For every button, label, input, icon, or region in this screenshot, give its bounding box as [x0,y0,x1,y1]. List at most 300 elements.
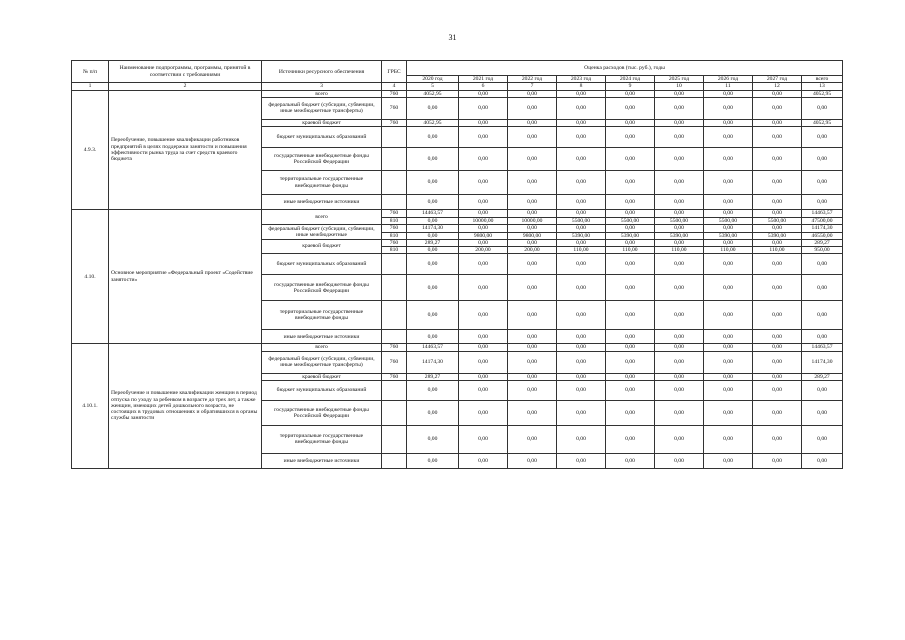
total-value: 0,00 [802,425,843,453]
year-value: 0,00 [459,90,508,97]
year-value: 0,00 [606,373,655,380]
total-value: 0,00 [802,254,843,275]
grbs-code [382,275,407,301]
total-value: 14174,30 [802,225,843,232]
grbs-code: 760 [382,90,407,97]
year-value: 0,00 [557,425,606,453]
year-value: 0,00 [508,239,557,246]
year-value: 0,00 [753,400,802,425]
year-value: 5390,00 [704,232,753,239]
year-value: 0,00 [508,380,557,400]
total-value: 47500,00 [802,218,843,225]
year-value: 0,00 [655,275,704,301]
index-cell: 11 [704,83,753,90]
total-value: 289,27 [802,239,843,246]
year-value: 0,00 [459,425,508,453]
total-value: 0,00 [802,330,843,344]
year-value: 0,00 [753,301,802,330]
year-header: 2025 год [655,76,704,83]
col-name-header: Наименование подпрограммы, программы, принятой в соответствии с требованиями [109,61,262,83]
year-value: 0,00 [606,380,655,400]
year-value: 0,00 [407,127,459,148]
year-value: 0,00 [606,90,655,97]
year-value: 5500,00 [557,218,606,225]
year-value: 0,00 [753,195,802,210]
source-label: территориальные государственные внебюджетные фонды [262,425,382,453]
total-value: 0,00 [802,275,843,301]
year-value: 0,00 [704,127,753,148]
year-value: 0,00 [557,171,606,195]
year-value: 0,00 [606,127,655,148]
year-value: 0,00 [557,127,606,148]
index-cell: 8 [557,83,606,90]
col-grbs-header: ГРБС [382,61,407,83]
grbs-code [382,148,407,171]
year-value: 0,00 [557,210,606,218]
index-cell: 10 [655,83,704,90]
source-label: государственные внебюджетные фонды Российской Федерации [262,400,382,425]
year-value: 0,00 [459,254,508,275]
year-value: 0,00 [704,344,753,351]
year-value: 0,00 [407,425,459,453]
year-value: 0,00 [407,232,459,239]
year-header: 2022 год [508,76,557,83]
grbs-code [382,171,407,195]
grbs-code: 760 [382,210,407,218]
year-value: 0,00 [606,425,655,453]
year-value: 0,00 [557,351,606,373]
year-value: 14174,30 [407,351,459,373]
year-header: 2021 год [459,76,508,83]
year-value: 0,00 [655,171,704,195]
year-value: 0,00 [407,195,459,210]
total-value: 0,00 [802,195,843,210]
year-value: 0,00 [508,330,557,344]
total-value: 14174,30 [802,351,843,373]
index-cell: 1 [72,83,109,90]
year-value: 0,00 [704,195,753,210]
year-value: 0,00 [753,373,802,380]
col-estimate-header: Оценка расходов (тыс. руб.), годы [407,61,843,76]
year-value: 0,00 [459,400,508,425]
year-value: 0,00 [655,119,704,126]
table-row [72,344,843,351]
year-value: 0,00 [407,254,459,275]
year-value: 0,00 [655,239,704,246]
year-value: 0,00 [753,97,802,119]
year-value: 0,00 [753,127,802,148]
year-value: 4052,95 [407,90,459,97]
year-value: 5390,00 [557,232,606,239]
year-value: 0,00 [606,344,655,351]
total-value: 950,00 [802,247,843,254]
total-value: 14463,57 [802,210,843,218]
year-value: 0,00 [557,330,606,344]
grbs-code: 760 [382,239,407,246]
total-value: 4052,95 [802,119,843,126]
year-value: 0,00 [606,239,655,246]
year-value: 10000,00 [508,218,557,225]
grbs-code: 760 [382,225,407,232]
grbs-code [382,254,407,275]
year-value: 0,00 [655,148,704,171]
year-value: 110,00 [704,247,753,254]
year-value: 289,27 [407,373,459,380]
year-value: 0,00 [606,97,655,119]
year-value: 0,00 [606,148,655,171]
source-label: краевой бюджет [262,119,382,126]
page-number: 31 [448,33,457,42]
year-value: 0,00 [655,127,704,148]
year-value: 110,00 [557,247,606,254]
year-header: 2023 год [557,76,606,83]
year-value: 0,00 [655,380,704,400]
source-label: федеральный бюджет (субсидии, субвенции, иные межбюджетные трансферты) [262,97,382,119]
year-value: 0,00 [704,119,753,126]
year-value: 5500,00 [704,218,753,225]
year-value: 5500,00 [606,218,655,225]
year-value: 0,00 [459,380,508,400]
year-value: 0,00 [407,275,459,301]
year-value: 0,00 [459,225,508,232]
total-value: 0,00 [802,148,843,171]
grbs-code [382,127,407,148]
source-label: всего [262,344,382,351]
year-value: 0,00 [704,453,753,468]
year-value: 5390,00 [753,232,802,239]
year-value: 0,00 [407,330,459,344]
header-row [72,61,843,76]
total-value: 0,00 [802,171,843,195]
year-value: 0,00 [508,119,557,126]
year-value: 10000,00 [459,218,508,225]
section-title: Основное мероприятие «Федеральный проект «Содействие занятости» [109,210,262,344]
total-header: всего [802,76,843,83]
year-value: 0,00 [557,148,606,171]
source-label: краевой бюджет [262,373,382,380]
total-value: 0,00 [802,301,843,330]
grbs-code [382,400,407,425]
year-value: 200,00 [459,247,508,254]
source-label: государственные внебюджетные фонды Российской Федерации [262,275,382,301]
year-value: 0,00 [459,148,508,171]
grbs-code: 810 [382,232,407,239]
year-value: 0,00 [459,301,508,330]
source-label: иные внебюджетные источники [262,453,382,468]
year-value: 0,00 [407,171,459,195]
year-value: 0,00 [606,195,655,210]
year-value: 5390,00 [655,232,704,239]
source-label: государственные внебюджетные фонды Российской Федерации [262,148,382,171]
index-cell: 9 [606,83,655,90]
year-value: 0,00 [753,119,802,126]
grbs-code [382,425,407,453]
year-value: 0,00 [704,254,753,275]
total-value: 0,00 [802,97,843,119]
year-value: 0,00 [508,301,557,330]
year-header: 2020 год [407,76,459,83]
year-value: 4052,95 [407,119,459,126]
source-label: федеральный бюджет (субсидии, субвенции, иные межбюджетные трансферты) [262,351,382,373]
year-value: 0,00 [704,90,753,97]
year-value: 0,00 [753,210,802,218]
year-value: 0,00 [704,400,753,425]
grbs-code [382,380,407,400]
year-value: 0,00 [704,351,753,373]
total-value: 4052,95 [802,90,843,97]
year-value: 0,00 [655,195,704,210]
year-value: 0,00 [655,400,704,425]
year-value: 0,00 [508,225,557,232]
year-value: 0,00 [606,275,655,301]
year-value: 0,00 [655,301,704,330]
year-value: 0,00 [655,97,704,119]
year-value: 200,00 [508,247,557,254]
year-value: 0,00 [753,148,802,171]
year-value: 0,00 [606,119,655,126]
grbs-code: 760 [382,97,407,119]
year-value: 0,00 [606,453,655,468]
year-value: 0,00 [704,148,753,171]
year-value: 0,00 [655,225,704,232]
year-value: 0,00 [704,171,753,195]
year-value: 0,00 [459,171,508,195]
year-value: 0,00 [508,97,557,119]
year-value: 0,00 [407,400,459,425]
year-value: 0,00 [557,275,606,301]
year-value: 0,00 [753,330,802,344]
year-value: 0,00 [753,90,802,97]
section-number: 4.10. [72,210,109,344]
year-value: 110,00 [606,247,655,254]
source-label: территориальные государственные внебюджетные фонды [262,301,382,330]
year-value: 0,00 [557,301,606,330]
source-label: краевой бюджет [262,239,382,254]
year-value: 0,00 [459,373,508,380]
year-value: 289,27 [407,239,459,246]
year-value: 0,00 [704,373,753,380]
total-value: 46550,00 [802,232,843,239]
grbs-code: 760 [382,344,407,351]
year-value: 0,00 [459,239,508,246]
year-value: 0,00 [407,218,459,225]
year-value: 0,00 [704,239,753,246]
year-value: 0,00 [508,453,557,468]
year-value: 5500,00 [753,218,802,225]
year-value: 0,00 [459,351,508,373]
year-value: 0,00 [753,453,802,468]
year-value: 0,00 [753,171,802,195]
year-value: 0,00 [655,210,704,218]
budget-table [71,60,843,469]
year-value: 110,00 [655,247,704,254]
index-cell: 2 [109,83,262,90]
year-value: 0,00 [508,90,557,97]
year-value: 0,00 [459,453,508,468]
year-value: 0,00 [606,301,655,330]
year-value: 0,00 [459,97,508,119]
year-value: 0,00 [557,195,606,210]
year-value: 0,00 [508,275,557,301]
year-value: 0,00 [655,425,704,453]
grbs-code [382,301,407,330]
year-value: 0,00 [407,380,459,400]
year-value: 5500,00 [655,218,704,225]
year-value: 0,00 [606,254,655,275]
index-cell: 3 [262,83,382,90]
index-cell: 6 [459,83,508,90]
year-value: 0,00 [557,254,606,275]
year-value: 0,00 [655,351,704,373]
year-value: 0,00 [557,400,606,425]
year-value: 0,00 [606,400,655,425]
year-value: 0,00 [753,425,802,453]
section-title: Переобучение и повышение квалификации женщин в период отпуска по уходу за ребенком в возрасте до трех лет, а также женщин, имеющих детей дошкольного возраста, не состоящих в трудовых отношениях и обратившихся в органы службы занятости [109,344,262,469]
grbs-code [382,453,407,468]
year-value: 0,00 [606,210,655,218]
section-number: 4.10.1. [72,344,109,469]
index-cell: 12 [753,83,802,90]
source-label: территориальные государственные внебюджетные фонды [262,171,382,195]
year-value: 0,00 [753,239,802,246]
total-value: 0,00 [802,400,843,425]
source-label: всего [262,210,382,225]
year-value: 0,00 [606,330,655,344]
source-label: бюджет муниципальных образований [262,254,382,275]
year-value: 0,00 [508,127,557,148]
year-value: 9800,00 [459,232,508,239]
index-cell: 13 [802,83,843,90]
total-value: 0,00 [802,127,843,148]
year-value: 0,00 [557,90,606,97]
year-value: 0,00 [407,148,459,171]
year-value: 0,00 [459,330,508,344]
year-value: 0,00 [704,210,753,218]
year-value: 0,00 [508,148,557,171]
year-header: 2026 год [704,76,753,83]
source-label: бюджет муниципальных образований [262,127,382,148]
total-value: 289,27 [802,373,843,380]
table-row [72,210,843,218]
year-value: 0,00 [704,425,753,453]
year-value: 0,00 [508,210,557,218]
year-value: 0,00 [704,97,753,119]
year-value: 0,00 [407,247,459,254]
index-cell: 4 [382,83,407,90]
year-value: 0,00 [508,400,557,425]
year-value: 0,00 [508,171,557,195]
year-header: 2027 год [753,76,802,83]
source-label: иные внебюджетные источники [262,330,382,344]
year-value: 0,00 [606,171,655,195]
year-value: 0,00 [508,425,557,453]
source-label: иные внебюджетные источники [262,195,382,210]
year-value: 110,00 [753,247,802,254]
index-row [72,83,843,90]
source-label: всего [262,90,382,97]
year-header: 2024 год [606,76,655,83]
year-value: 0,00 [655,344,704,351]
year-value: 0,00 [459,210,508,218]
year-value: 0,00 [407,453,459,468]
year-value: 0,00 [655,373,704,380]
year-value: 0,00 [704,330,753,344]
year-value: 0,00 [704,275,753,301]
year-value: 0,00 [508,373,557,380]
year-value: 0,00 [508,254,557,275]
year-value: 0,00 [508,351,557,373]
year-value: 0,00 [606,351,655,373]
year-value: 14463,57 [407,344,459,351]
year-value: 14463,57 [407,210,459,218]
col-num-header: № п/п [72,61,109,83]
total-value: 0,00 [802,380,843,400]
year-value: 0,00 [459,275,508,301]
total-value: 14463,57 [802,344,843,351]
year-value: 0,00 [753,254,802,275]
year-value: 0,00 [753,344,802,351]
grbs-code: 760 [382,373,407,380]
source-label: федеральный бюджет (субсидии, субвенции, иные межбюджетные [262,225,382,240]
year-value: 0,00 [459,119,508,126]
year-value: 0,00 [704,380,753,400]
year-value: 0,00 [655,330,704,344]
year-value: 0,00 [655,90,704,97]
year-value: 0,00 [557,453,606,468]
year-value: 0,00 [753,351,802,373]
year-value: 0,00 [459,127,508,148]
year-value: 0,00 [655,453,704,468]
year-value: 0,00 [508,195,557,210]
year-value: 0,00 [557,225,606,232]
year-value: 0,00 [459,344,508,351]
year-value: 0,00 [557,239,606,246]
year-value: 0,00 [704,225,753,232]
table-row [72,90,843,97]
source-label: бюджет муниципальных образований [262,380,382,400]
year-value: 0,00 [407,301,459,330]
year-value: 9800,00 [508,232,557,239]
grbs-code: 810 [382,247,407,254]
year-value: 0,00 [557,344,606,351]
year-value: 14174,30 [407,225,459,232]
year-value: 0,00 [753,380,802,400]
year-value: 0,00 [508,344,557,351]
year-value: 0,00 [704,301,753,330]
year-value: 0,00 [753,275,802,301]
total-value: 0,00 [802,453,843,468]
year-value: 0,00 [459,195,508,210]
year-value: 0,00 [606,225,655,232]
section-number: 4.9.3. [72,90,109,210]
year-value: 0,00 [655,254,704,275]
year-value: 0,00 [557,97,606,119]
year-value: 5390,00 [606,232,655,239]
year-value: 0,00 [557,373,606,380]
grbs-code [382,195,407,210]
grbs-code [382,330,407,344]
year-value: 0,00 [557,119,606,126]
grbs-code: 760 [382,119,407,126]
year-value: 0,00 [753,225,802,232]
year-value: 0,00 [557,380,606,400]
index-cell: 7 [508,83,557,90]
col-source-header: Источники ресурсного обеспечения [262,61,382,83]
grbs-code: 810 [382,218,407,225]
section-title: Переобучение, повышение квалификации работников предприятий в целях поддержки занятости и повышения эффективности рынка труда за счет средств краевого бюджета [109,90,262,210]
grbs-code: 760 [382,351,407,373]
year-value: 0,00 [407,97,459,119]
